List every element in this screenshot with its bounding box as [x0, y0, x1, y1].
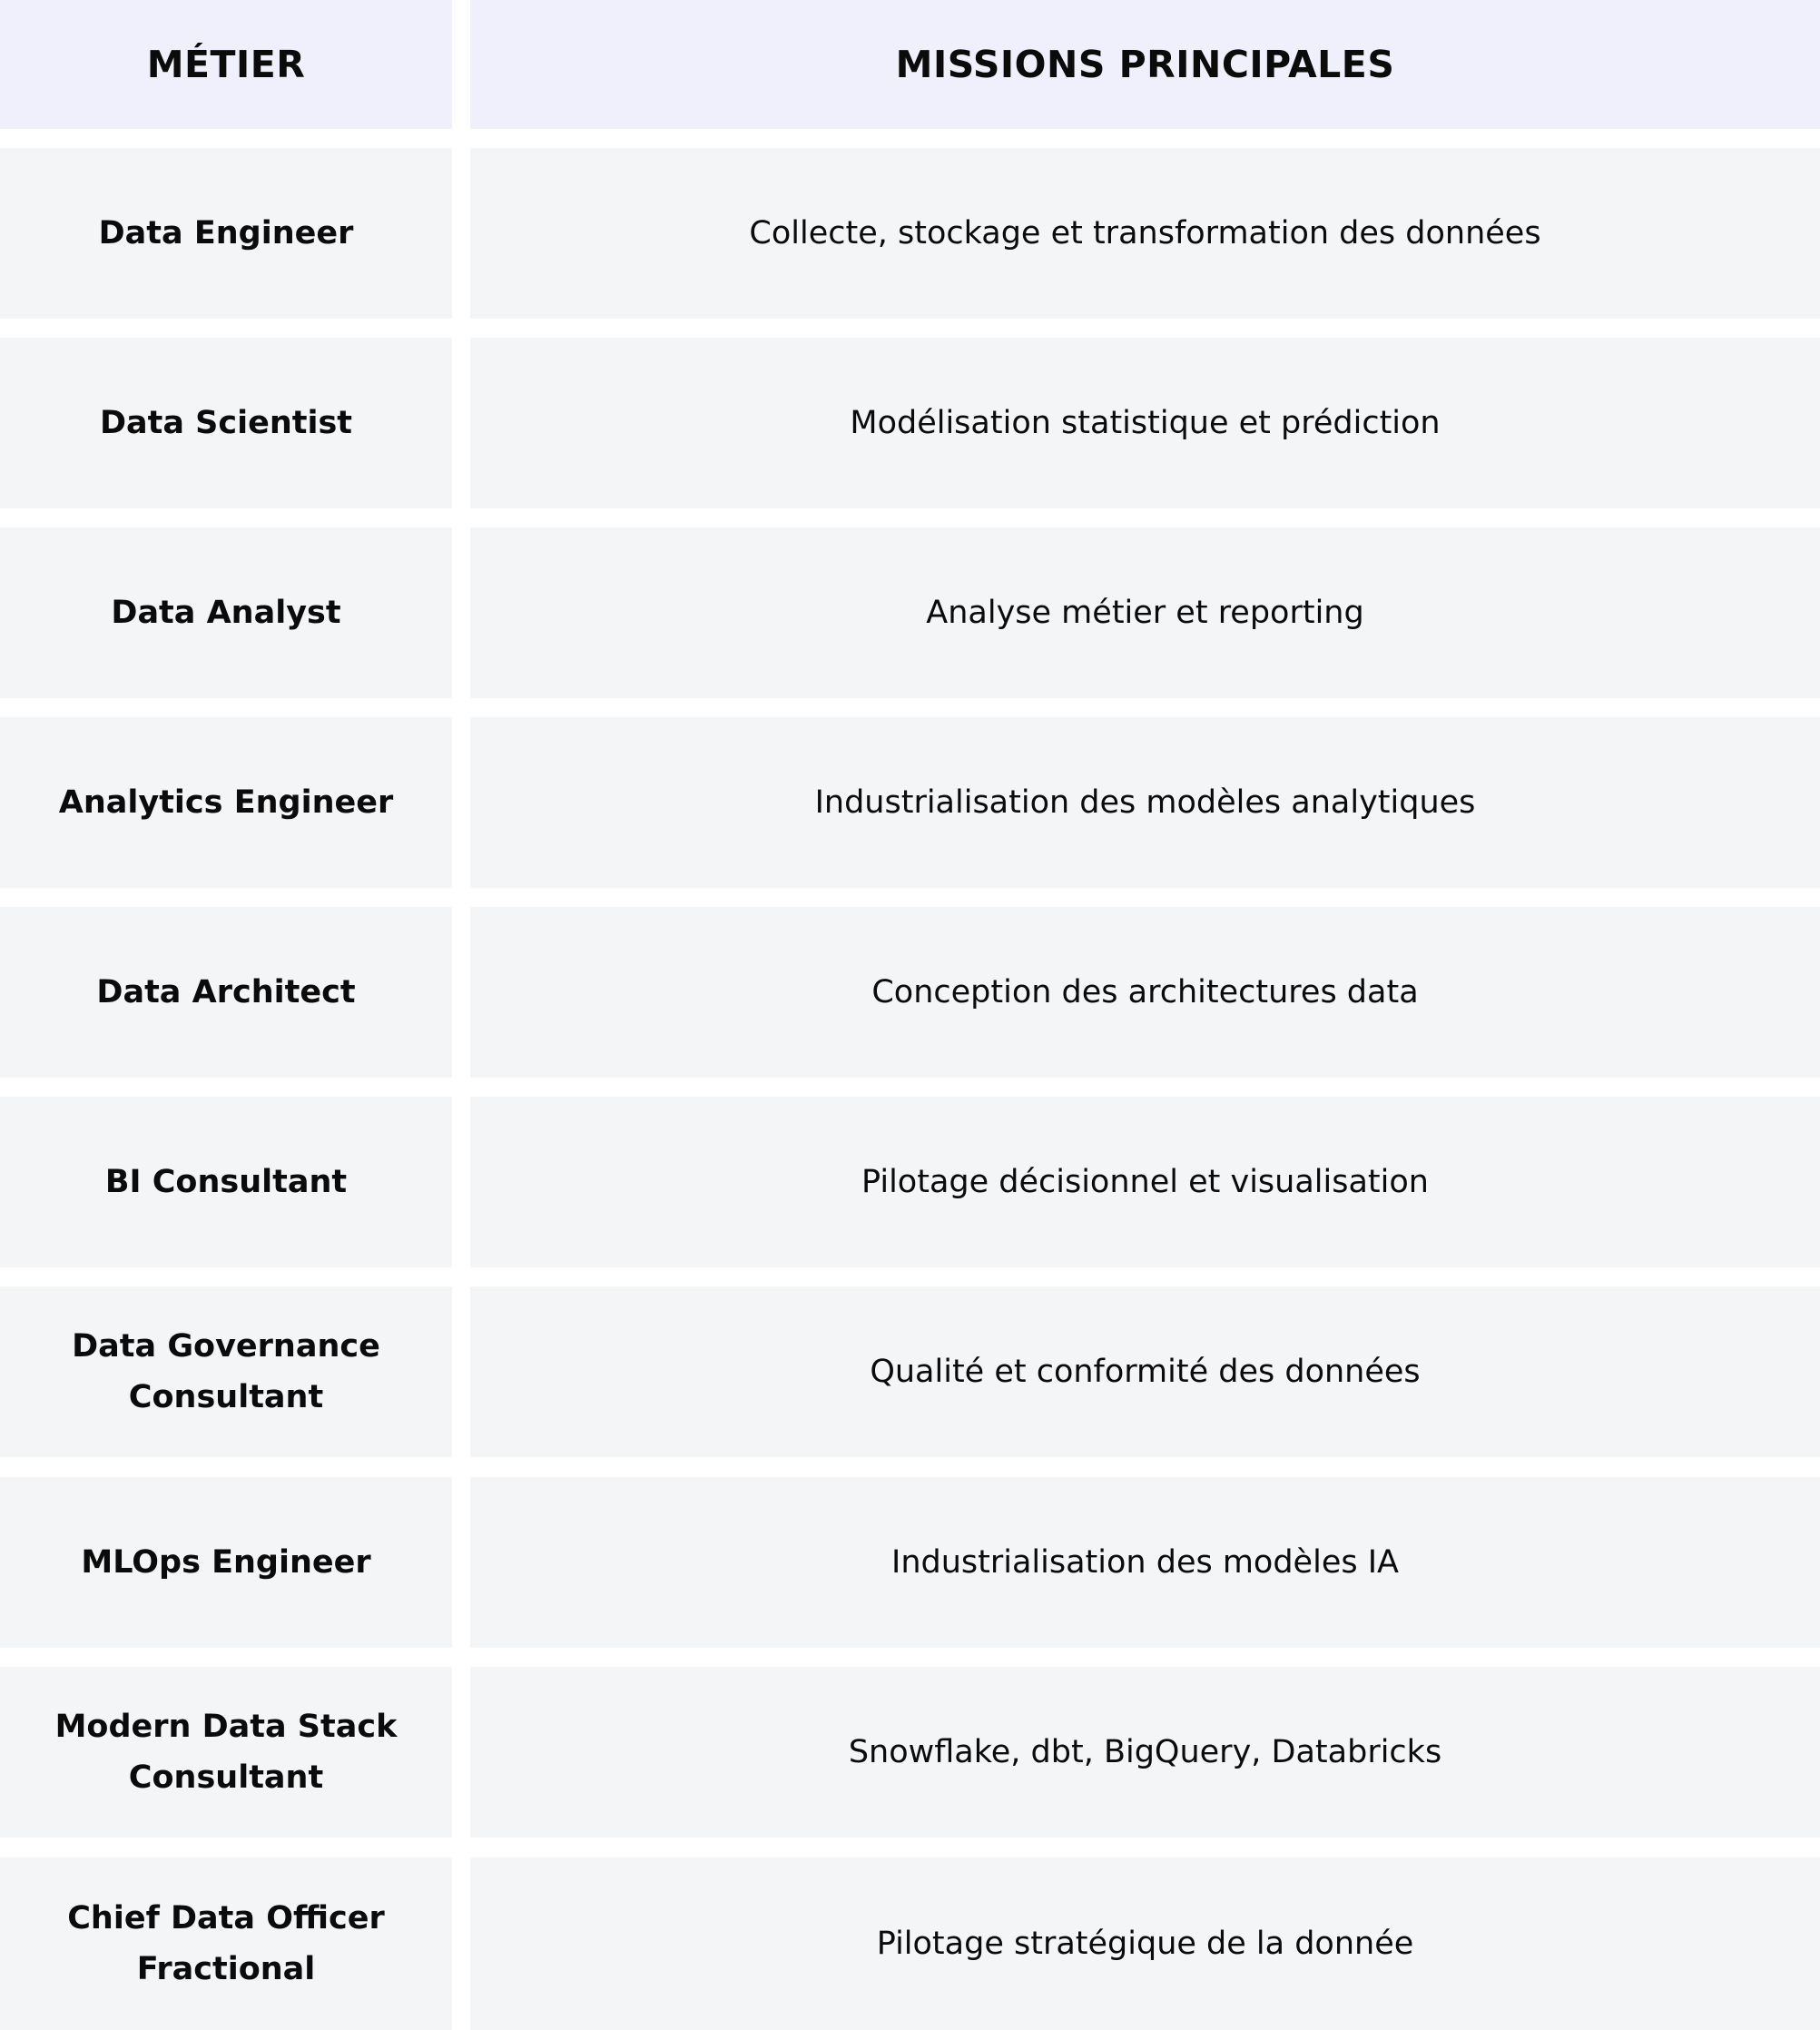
role-label: BI Consultant — [104, 1164, 348, 1200]
role-cell — [0, 1286, 452, 1457]
header-role-label: MÉTIER — [146, 43, 306, 86]
mission-label: Snowflake, dbt, BigQuery, Databricks — [848, 1734, 1442, 1770]
header-cell-role — [0, 0, 452, 129]
table-row — [0, 338, 1820, 508]
role-cell — [0, 338, 452, 508]
mission-label: Modélisation statistique et prédiction — [850, 405, 1441, 441]
mission-label: Industrialisation des modèles analytiques — [814, 784, 1476, 821]
table-row — [0, 1477, 1820, 1648]
table-row — [0, 148, 1820, 319]
table-row — [0, 527, 1820, 698]
role-label: Chief Data Officer Fractional — [67, 1900, 385, 1987]
mission-cell — [470, 1097, 1820, 1267]
mission-cell — [470, 1477, 1820, 1648]
header-missions-label: MISSIONS PRINCIPALES — [895, 43, 1395, 86]
mission-label: Industrialisation des modèles IA — [891, 1544, 1399, 1581]
table-row — [0, 907, 1820, 1078]
mission-label: Conception des architectures data — [871, 974, 1419, 1010]
role-cell — [0, 907, 452, 1078]
mission-cell — [470, 1286, 1820, 1457]
mission-label: Analyse métier et reporting — [926, 595, 1364, 631]
header-cell-missions — [470, 0, 1820, 129]
mission-label: Qualité et conformité des données — [870, 1354, 1421, 1390]
mission-cell — [470, 338, 1820, 508]
role-cell — [0, 1858, 452, 2030]
role-label: Data Engineer — [98, 215, 354, 251]
mission-label: Pilotage stratégique de la donnée — [876, 1926, 1414, 1962]
table-row — [0, 1858, 1820, 2030]
role-label: Data Analyst — [111, 595, 341, 631]
role-cell — [0, 148, 452, 319]
table-row — [0, 1667, 1820, 1838]
table-header-row — [0, 0, 1820, 129]
mission-cell — [470, 1858, 1820, 2030]
role-cell — [0, 717, 452, 888]
mission-label: Collecte, stockage et transformation des données — [749, 215, 1541, 251]
role-cell — [0, 1097, 452, 1267]
role-label: MLOps Engineer — [81, 1544, 371, 1581]
role-label: Analytics Engineer — [58, 784, 394, 821]
mission-cell — [470, 907, 1820, 1078]
mission-label: Pilotage décisionnel et visualisation — [861, 1164, 1429, 1200]
role-label: Data Governance Consultant — [72, 1328, 380, 1415]
table-row — [0, 1097, 1820, 1267]
mission-cell — [470, 1667, 1820, 1838]
role-cell — [0, 1477, 452, 1648]
role-cell — [0, 1667, 452, 1838]
table-row — [0, 1286, 1820, 1457]
mission-cell — [470, 148, 1820, 319]
mission-cell — [470, 527, 1820, 698]
role-label: Data Scientist — [99, 405, 353, 441]
role-cell — [0, 527, 452, 698]
mission-cell — [470, 717, 1820, 888]
role-label: Data Architect — [96, 974, 356, 1010]
role-label: Modern Data Stack Consultant — [54, 1709, 398, 1796]
table-row — [0, 717, 1820, 888]
